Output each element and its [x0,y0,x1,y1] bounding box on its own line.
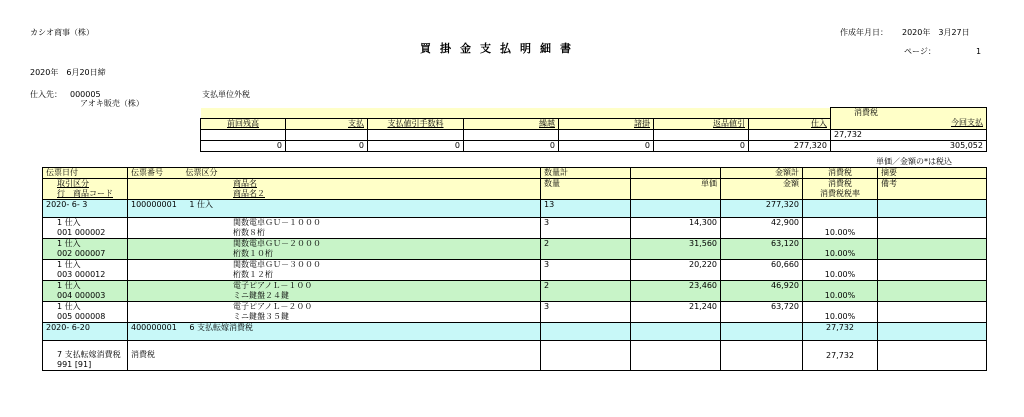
summary-tax-header-cell [831,108,987,119]
line-kind: 1 仕入 [57,239,81,248]
header-remarks: 摘要 [878,168,987,179]
line-amount: 63,720 [721,302,803,323]
header-notes: 備考 [878,179,987,200]
line-amount: 60,660 [721,260,803,281]
header-trade-kind: 取引区分 [57,179,89,188]
slip-number: 100000001 [131,200,177,209]
summary-header-carryover: 繰越 [464,118,559,129]
line-qty: 3 [541,260,631,281]
line-tax-rate: 10.00% [803,302,878,323]
slip-number-cell [128,200,541,218]
header-product-name: 商品名 [233,179,257,188]
summary-table [200,107,987,152]
table-row [43,260,987,281]
slip-row [43,323,987,341]
table-row [43,281,987,302]
line-qty: 2 [541,239,631,260]
created-label: 作成年月日： [840,28,888,37]
summary-header-this-payment: 今回支払 [831,118,987,129]
header-slip-date: 伝票日付 [43,168,128,179]
header-qty: 数量 [541,179,631,200]
company-name: カシオ商事（株） [30,28,94,37]
slip-kind: 6 支払転嫁消費税 [189,323,253,332]
header-qty-total: 数量計 [541,168,631,179]
slip-date: 2020- 6-20 [43,323,128,341]
tax-mode: 支払単位外税 [202,90,250,99]
summary-value-this-payment: 305,052 [831,140,987,151]
line-product-name: 関数電卓ＧＵ－３０００ [233,260,321,269]
line-product-name2: 桁数８桁 [233,228,265,237]
line-amount: 46,920 [721,281,803,302]
header-line-code: 行 商品コード [57,189,113,198]
header-price: 単価 [631,179,721,200]
line-code: 005 000008 [57,312,106,321]
summary-tax-cell [831,129,987,140]
header-slip-kind: 伝票区分 [185,168,218,177]
line-price: 23,460 [631,281,721,302]
header-tax-rate: 消費税税率 [820,189,860,198]
created-date: 2020年 3月27日 [902,28,970,37]
table-row [43,302,987,323]
line-code: 004 000003 [57,291,106,300]
header-tax-cell [803,179,878,200]
line-amount: 63,120 [721,239,803,260]
line-price: 20,220 [631,260,721,281]
table-row [43,218,987,239]
header-product-name2: 商品名２ [233,189,265,198]
slip-amount-total: 277,320 [721,200,803,218]
line-qty: 3 [541,302,631,323]
line-price: 31,560 [631,239,721,260]
detail-table [42,167,987,371]
line-kind: 1 仕入 [57,302,81,311]
summary-value-purchase: 277,320 [749,140,831,151]
line-tax-rate: 10.00% [803,260,878,281]
summary-header-returns: 返品値引 [654,118,749,129]
line-tax: 27,732 [803,341,878,371]
supplier-name: アオキ販売（株） [80,99,144,108]
line-price: 21,240 [631,302,721,323]
table-row [43,239,987,260]
header-amount-total: 金額計 [721,168,803,179]
summary-header-payment: 支払 [286,118,368,129]
header-amount: 金額 [721,179,803,200]
summary-tax-value: 27,732 [834,129,862,139]
line-kind: 1 仕入 [57,281,81,290]
supplier-code: 000005 [70,90,101,99]
line-qty: 3 [541,218,631,239]
line-kind: 1 仕入 [57,218,81,227]
header-product-cell [128,179,541,200]
summary-value-discount-fee: 0 [368,140,464,151]
slip-row [43,200,987,218]
line-product-name2: 桁数１２桁 [233,270,273,279]
summary-header-charges: 諸掛 [559,118,654,129]
line-tax-rate: 10.00% [803,239,878,260]
line-kind: 7 支払転嫁消費税 [57,350,121,359]
summary-value-payment: 0 [286,140,368,151]
slip-date: 2020- 6- 3 [43,200,128,218]
line-code: 003 000012 [57,270,106,279]
line-tax-rate: 10.00% [803,281,878,302]
line-product-name: 関数電卓ＧＵ－１０００ [233,218,321,227]
line-price: 14,300 [631,218,721,239]
line-code: 002 000007 [57,249,106,258]
summary-tax-header: 消費税 [854,108,878,117]
line-product-name2: ミニ鍵盤２４鍵 [233,291,289,300]
line-product-name2: ミニ鍵盤３５鍵 [233,312,289,321]
header-slip-number-cell [128,168,541,179]
cutoff-date: 2020年 6月20日締 [30,68,106,77]
slip-tax: 27,732 [803,323,878,341]
slip-qty-total: 13 [541,200,631,218]
line-kind: 1 仕入 [57,260,81,269]
line-tax-rate: 10.00% [803,218,878,239]
header-tax2: 消費税 [828,179,852,188]
line-amount: 42,900 [721,218,803,239]
line-product-name: 関数電卓ＧＵ－２０００ [233,239,321,248]
page-number: 1 [976,47,982,56]
line-product-name: 電子ピアノＬ－１００ [233,281,313,290]
header-trade-kind-cell [43,179,128,200]
summary-header-purchase: 仕入 [749,118,831,129]
line-qty: 2 [541,281,631,302]
page-label: ページ： [904,47,936,56]
document-title: 買掛金支払明細書 [420,42,580,55]
slip-number: 400000001 [131,323,177,332]
header-slip-number: 伝票番号 [131,168,163,177]
line-product-name: 消費税 [131,350,155,359]
table-row [43,341,987,371]
summary-value-returns: 0 [654,140,749,151]
line-code: 001 000002 [57,228,106,237]
price-tax-note: 単価／金額の*は税込 [876,157,952,166]
header-tax: 消費税 [803,168,878,179]
line-product-name: 電子ピアノＬ－２００ [233,302,313,311]
summary-header-prev-balance: 前回残高 [201,118,286,129]
line-product-name2: 桁数１０桁 [233,249,273,258]
slip-kind: 1 仕入 [189,200,213,209]
summary-header-discount-fee: 支払値引手数料 [368,118,464,129]
summary-value-prev-balance: 0 [201,140,286,151]
header-blank [631,168,721,179]
summary-value-charges: 0 [559,140,654,151]
line-code: 991 [91] [57,360,92,369]
summary-value-carryover: 0 [464,140,559,151]
supplier-label: 仕入先： [30,90,62,99]
